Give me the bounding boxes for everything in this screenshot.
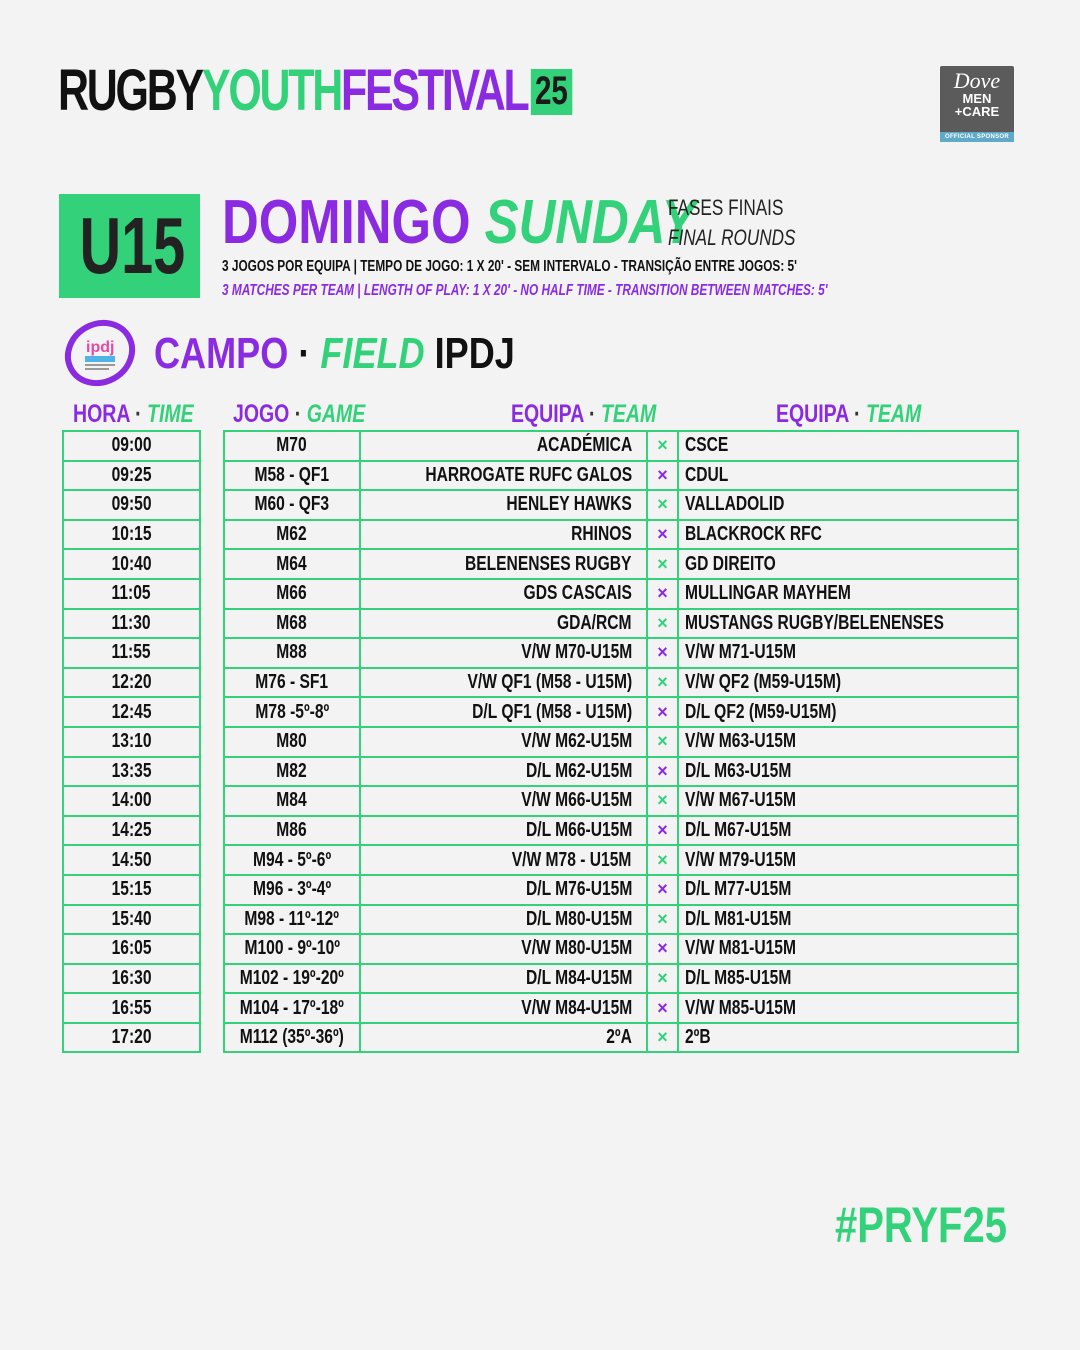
phase-label [668,193,831,253]
match-away-team: V/W M81-U15M [678,934,1018,964]
time-row [63,816,200,846]
match-row [224,905,1018,935]
versus-icon: × [647,905,678,935]
match-game: M86 [224,816,360,846]
match-away-team: D/L M81-U15M [678,905,1018,935]
match-time: 09:00 [63,431,200,461]
match-away-team: D/L QF2 (M59-U15M) [678,697,1018,727]
schedule-table [223,430,1019,1053]
time-row [63,609,200,639]
versus-icon: × [647,964,678,994]
match-home-team: GDA/RCM [360,609,647,639]
match-home-team: D/L M84-U15M [360,964,647,994]
match-row [224,668,1018,698]
match-time: 15:15 [63,875,200,905]
field-title [154,328,594,380]
versus-icon: × [647,638,678,668]
match-home-team: V/W M78 - U15M [360,845,647,875]
match-away-team: GD DIREITO [678,549,1018,579]
logo-rugby: RUGBY [58,58,202,123]
match-row [224,875,1018,905]
festival-logo [58,58,753,123]
match-away-team: V/W M85-U15M [678,993,1018,1023]
match-game: M70 [224,431,360,461]
match-row [224,520,1018,550]
match-home-team: D/L M66-U15M [360,816,647,846]
col-header-away: EQUIPA · TEAM [776,400,922,428]
versus-icon: × [647,934,678,964]
sponsor-line1: MEN [962,91,992,106]
match-row [224,461,1018,491]
match-game: M94 - 5º-6º [224,845,360,875]
match-game: M62 [224,520,360,550]
time-row [63,845,200,875]
logo-festival: FESTIVAL [341,58,528,123]
match-game: M76 - SF1 [224,668,360,698]
match-game: M112 (35º-36º) [224,1023,360,1053]
time-row [63,993,200,1023]
match-game: M82 [224,757,360,787]
time-row [63,490,200,520]
rules-pt: 3 JOGOS POR EQUIPA | TEMPO DE JOGO: 1 X 20' - SEM INTERVALO - TRANSIÇÃO ENTRE JOGOS: 5' [222,258,797,275]
match-row [224,786,1018,816]
category-label: U15 [79,201,186,290]
col-header-time: HORA · TIME [73,400,194,428]
versus-icon: × [647,461,678,491]
sponsor-tag: OFFICIAL SPONSOR [940,132,1014,142]
phase-en: FINAL ROUNDS [668,225,796,250]
col-header-game: JOGO · GAME [233,400,366,428]
logo-year: 25 [531,69,573,115]
match-row [224,549,1018,579]
match-time: 09:25 [63,461,200,491]
match-row [224,757,1018,787]
versus-icon: × [647,490,678,520]
match-away-team: 2ºB [678,1023,1018,1053]
match-away-team: MULLINGAR MAYHEM [678,579,1018,609]
time-table [62,430,201,1053]
match-game: M100 - 9º-10º [224,934,360,964]
match-game: M102 - 19º-20º [224,964,360,994]
versus-icon: × [647,697,678,727]
match-time: 12:20 [63,668,200,698]
match-row [224,638,1018,668]
match-home-team: D/L M62-U15M [360,757,647,787]
match-time: 14:25 [63,816,200,846]
time-row [63,697,200,727]
match-away-team: BLACKROCK RFC [678,520,1018,550]
match-game: M84 [224,786,360,816]
category-badge [59,194,200,298]
match-time: 11:30 [63,609,200,639]
match-game: M58 - QF1 [224,461,360,491]
rules-en: 3 MATCHES PER TEAM | LENGTH OF PLAY: 1 X 20' - NO HALF TIME - TRANSITION BETWEEN MATCHES: 5' [222,282,828,299]
versus-icon: × [647,993,678,1023]
match-time: 10:15 [63,520,200,550]
match-row [224,490,1018,520]
match-time: 10:40 [63,549,200,579]
match-away-team: MUSTANGS RUGBY/BELENENSES [678,609,1018,639]
match-time: 12:45 [63,697,200,727]
match-time: 15:40 [63,905,200,935]
phase-pt: FASES FINAIS [668,195,784,220]
match-time: 16:30 [63,964,200,994]
time-row [63,1023,200,1053]
match-row [224,934,1018,964]
match-home-team: D/L QF1 (M58 - U15M) [360,697,647,727]
match-home-team: V/W M84-U15M [360,993,647,1023]
match-row [224,816,1018,846]
match-away-team: V/W QF2 (M59-U15M) [678,668,1018,698]
field-name: IPDJ [434,329,515,378]
ipdj-logo-text: ipdj [86,339,115,356]
match-row [224,609,1018,639]
time-row [63,875,200,905]
match-game: M104 - 17º-18º [224,993,360,1023]
time-row [63,934,200,964]
match-row [224,993,1018,1023]
time-row [63,638,200,668]
sponsor-line2: +CARE [954,104,1000,119]
match-game: M96 - 3º-4º [224,875,360,905]
match-time: 16:55 [63,993,200,1023]
match-home-team: GDS CASCAIS [360,579,647,609]
match-home-team: HENLEY HAWKS [360,490,647,520]
versus-icon: × [647,431,678,461]
match-home-team: HARROGATE RUFC GALOS [360,461,647,491]
versus-icon: × [647,786,678,816]
match-game: M64 [224,549,360,579]
time-row [63,727,200,757]
match-home-team: ACADÉMICA [360,431,647,461]
match-row [224,431,1018,461]
match-row [224,1023,1018,1053]
match-home-team: D/L M76-U15M [360,875,647,905]
match-time: 11:55 [63,638,200,668]
field-en: FIELD [320,329,425,378]
match-away-team: V/W M79-U15M [678,845,1018,875]
time-row [63,668,200,698]
time-row [63,757,200,787]
hashtag: #PRYF25 [835,1197,1007,1253]
time-row [63,964,200,994]
match-home-team: V/W M70-U15M [360,638,647,668]
time-row [63,579,200,609]
match-home-team: V/W M80-U15M [360,934,647,964]
ipdj-logo [63,318,137,386]
match-away-team: V/W M71-U15M [678,638,1018,668]
match-home-team: BELENENSES RUGBY [360,549,647,579]
match-row [224,964,1018,994]
versus-icon: × [647,549,678,579]
logo-youth: YOUTH [201,58,342,123]
time-row [63,549,200,579]
match-time: 09:50 [63,490,200,520]
versus-icon: × [647,757,678,787]
col-header-home: EQUIPA · TEAM [511,400,657,428]
versus-icon: × [647,816,678,846]
versus-icon: × [647,1023,678,1053]
match-game: M66 [224,579,360,609]
match-away-team: D/L M63-U15M [678,757,1018,787]
match-home-team: D/L M80-U15M [360,905,647,935]
match-row [224,727,1018,757]
match-time: 14:00 [63,786,200,816]
match-time: 13:35 [63,757,200,787]
versus-icon: × [647,668,678,698]
time-row [63,786,200,816]
field-sep: · [298,329,311,378]
day-en: SUNDAY [484,188,696,257]
match-away-team: VALLADOLID [678,490,1018,520]
match-game: M80 [224,727,360,757]
versus-icon: × [647,845,678,875]
match-away-team: D/L M77-U15M [678,875,1018,905]
match-time: 16:05 [63,934,200,964]
match-home-team: V/W M66-U15M [360,786,647,816]
match-home-team: RHINOS [360,520,647,550]
versus-icon: × [647,579,678,609]
match-time: 17:20 [63,1023,200,1053]
sponsor-brand: Dove [953,68,1001,93]
match-game: M60 - QF3 [224,490,360,520]
match-away-team: V/W M63-U15M [678,727,1018,757]
time-row [63,905,200,935]
match-time: 13:10 [63,727,200,757]
match-row [224,845,1018,875]
match-game: M98 - 11º-12º [224,905,360,935]
sponsor-logo [940,66,1014,142]
versus-icon: × [647,520,678,550]
match-away-team: D/L M67-U15M [678,816,1018,846]
time-row [63,431,200,461]
day-pt: DOMINGO [222,188,471,257]
match-row [224,697,1018,727]
match-home-team: V/W M62-U15M [360,727,647,757]
versus-icon: × [647,609,678,639]
match-time: 11:05 [63,579,200,609]
field-pt: CAMPO [154,329,289,378]
match-away-team: V/W M67-U15M [678,786,1018,816]
match-game: M68 [224,609,360,639]
match-away-team: CDUL [678,461,1018,491]
match-away-team: CSCE [678,431,1018,461]
match-row [224,579,1018,609]
versus-icon: × [647,875,678,905]
match-home-team: V/W QF1 (M58 - U15M) [360,668,647,698]
match-game: M78 -5º-8º [224,697,360,727]
match-time: 14:50 [63,845,200,875]
time-row [63,520,200,550]
time-row [63,461,200,491]
match-home-team: 2ºA [360,1023,647,1053]
match-game: M88 [224,638,360,668]
match-away-team: D/L M85-U15M [678,964,1018,994]
versus-icon: × [647,727,678,757]
